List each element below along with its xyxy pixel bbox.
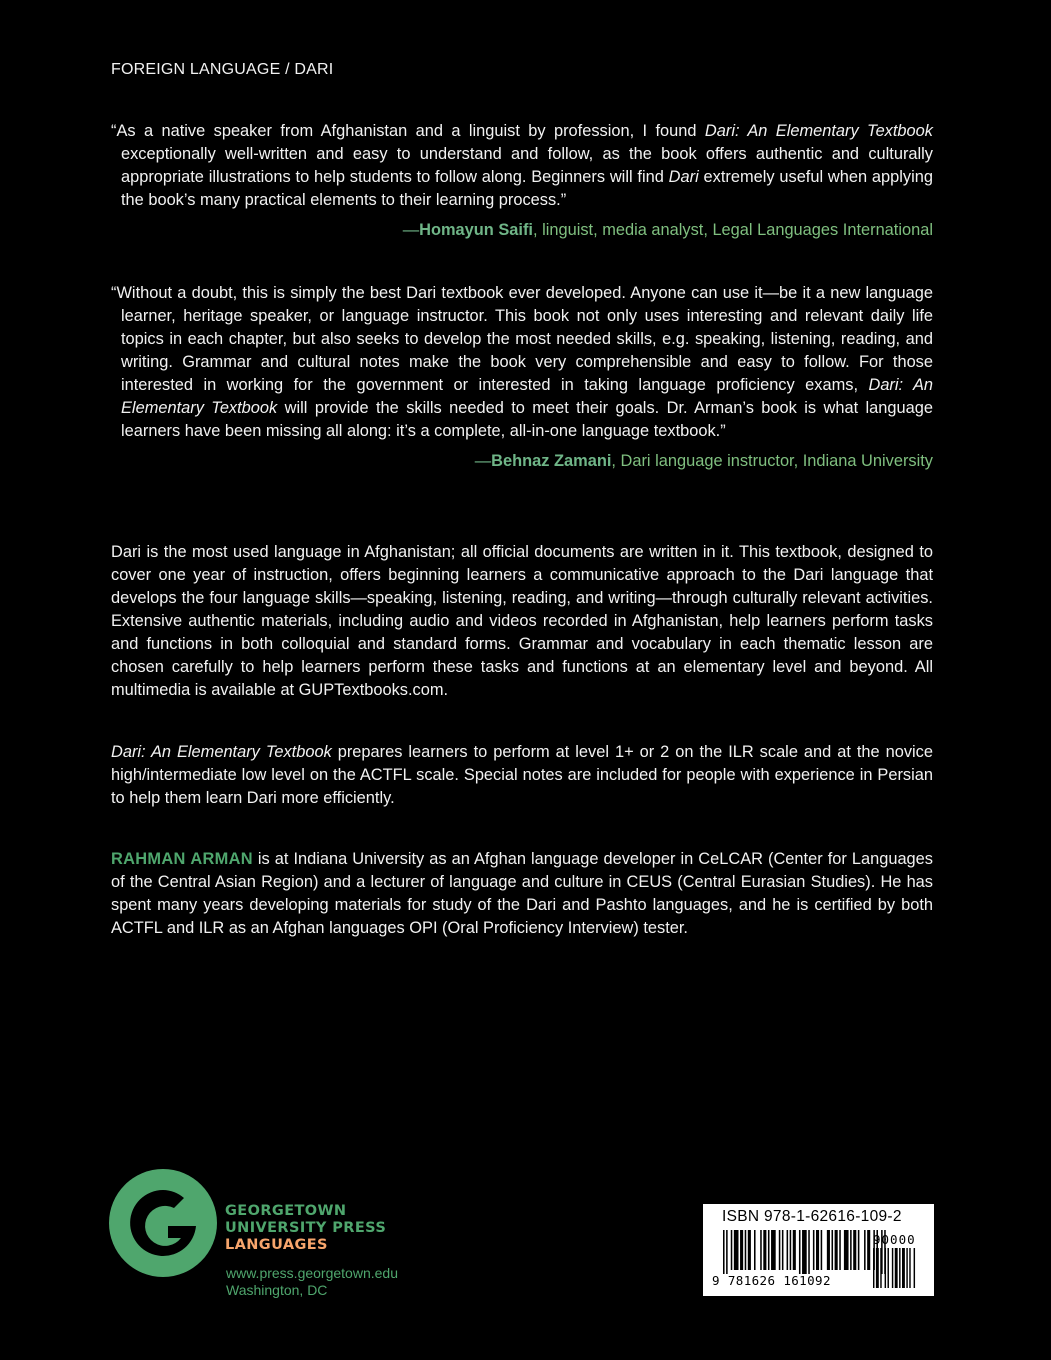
barcode-bar <box>787 1230 789 1270</box>
barcode-bar <box>768 1230 770 1270</box>
barcode-addon-bar <box>914 1248 915 1288</box>
barcode-bar <box>835 1230 838 1270</box>
barcode-bar <box>754 1230 756 1270</box>
barcode-bar <box>760 1230 762 1270</box>
barcode-addon-bar <box>880 1248 881 1288</box>
quote-2-text: “Without a doubt, this is simply the best Dari textbook ever developed. Anyone can use it—be it a new language learner, heritage speaker, or language instructor. This book not only uses interesting and relevant daily life topics in each chapter, but also seeks to develop the most needed skills, e.g. speaking, listening, reading, and writing. Grammar and cultural notes make the book very comprehensible and easy to follow. For those interested in working for the government or interested in taking language proficiency exams, Dari: An Elementary Textbook will provide the skills needed to meet their goals. Dr. Arman’s book is what language learners have been missing all along: it’s a complete, all-in-one language textbook.” <box>111 284 934 440</box>
barcode-bar <box>839 1230 841 1270</box>
endorsement-quote-2 <box>111 282 933 473</box>
barcode-addon-bar <box>892 1248 893 1288</box>
barcode-bar <box>723 1230 725 1274</box>
quote-2-author-title: , Dari language instructor, Indiana University <box>611 452 933 470</box>
barcode-addon-bar <box>909 1248 910 1288</box>
publisher-line-languages: LANGUAGES <box>225 1237 328 1253</box>
endorsement-quote-1 <box>111 120 933 242</box>
barcode-bar <box>763 1230 766 1270</box>
barcode-bar <box>782 1230 784 1270</box>
barcode-digits: 9 781626 161092 <box>712 1273 831 1288</box>
isbn-barcode-box <box>703 1204 934 1296</box>
barcode-bar <box>821 1230 823 1270</box>
barcode-bar <box>827 1230 830 1270</box>
publisher-line-university-press: UNIVERSITY PRESS <box>225 1220 387 1236</box>
barcode-bar <box>779 1230 781 1270</box>
barcode-bar <box>858 1230 860 1270</box>
barcode-bar <box>816 1230 819 1270</box>
isbn-number: ISBN 978-1-62616-109-2 <box>722 1208 902 1225</box>
barcode-bar <box>832 1230 834 1270</box>
quote-2-author-name: Behnaz Zamani <box>491 452 612 470</box>
quote-1-text: “As a native speaker from Afghanistan and a linguist by profession, I found Dari: An Elementary Textbook exceptionally well-written and easy to understand and follow, as the book offers authentic and culturally appropriate illustrations to help students to follow along. Beginners will find Dari extremely useful when applying the book’s many practical elements to their learning process.” <box>111 122 933 209</box>
barcode-bar <box>726 1230 728 1274</box>
barcode-bar <box>745 1230 747 1270</box>
quote-1-attribution: —Homayun Saifi, linguist, media analyst, Legal Languages International <box>402 221 933 239</box>
description-paragraph-2: Dari: An Elementary Textbook prepares learners to perform at level 1+ or 2 on the ILR scale and at the novice high/intermediate low level on the ACTFL scale. Special notes are included for people with experience in Persian to help them learn Dari more efficiently. <box>111 743 933 807</box>
barcode-bar <box>734 1230 739 1270</box>
barcode-bar <box>867 1230 870 1270</box>
barcode-addon-bar <box>888 1248 889 1288</box>
barcode-addon-bar <box>873 1248 874 1288</box>
barcode-bar <box>864 1230 866 1270</box>
barcode-bar <box>853 1230 856 1270</box>
barcode-bar <box>808 1230 810 1274</box>
barcode-bar <box>748 1230 751 1270</box>
barcode-bar <box>740 1230 743 1270</box>
barcode-bar <box>850 1230 852 1270</box>
publisher-line-georgetown: GEORGETOWN <box>225 1203 347 1219</box>
quote-2-attribution: —Behnaz Zamani, Dari language instructor, Indiana University <box>474 452 933 470</box>
quote-1-author-title: , linguist, media analyst, Legal Languages International <box>532 221 933 239</box>
quote-1-author-name: Homayun Saifi <box>419 221 533 239</box>
barcode-bar <box>813 1230 815 1270</box>
barcode-addon-bar <box>906 1248 907 1288</box>
publisher-location: Washington, DC <box>226 1282 328 1298</box>
barcode-addon-bar <box>895 1248 898 1288</box>
publisher-contact <box>226 1265 398 1299</box>
barcode-addon-bar <box>876 1248 879 1288</box>
barcode-bar <box>844 1230 849 1270</box>
barcode-addon-bar <box>885 1248 886 1288</box>
barcode-bar <box>790 1230 792 1270</box>
barcode-addon-bar <box>899 1248 900 1288</box>
georgetown-g-logo-icon <box>108 1168 218 1278</box>
barcode-bar <box>802 1230 807 1274</box>
barcode-bar <box>731 1230 733 1270</box>
category-label: FOREIGN LANGUAGE / DARI <box>111 61 334 78</box>
barcode-bar <box>771 1230 776 1270</box>
barcode-bar <box>799 1230 801 1274</box>
publisher-name <box>225 1203 386 1254</box>
description-paragraph-1: Dari is the most used language in Afghanistan; all official documents are written in it. This textbook, designed to cover one year of instruction, offers beginning learners a communicative approach to the Dari language that develops the four language skills—speaking, listening, reading, and writing—through culturally relevant activities. Extensive authentic materials, including audio and videos recorded in Afghanistan, help learners perform tasks and functions in both colloquial and standard forms. Grammar and vocabulary in each thematic lesson are chosen carefully to help learners perform these tasks and functions at an elementary level and beyond. All multimedia is available at GUPTextbooks.com. <box>111 543 933 699</box>
barcode-bar <box>793 1230 796 1270</box>
publisher-website: www.press.georgetown.edu <box>226 1265 398 1281</box>
author-bio: RAHMAN ARMAN is at Indiana University as an Afghan language developer in CeLCAR (Center for Languages of the Central Asian Region) and a lecturer of language and culture in CEUS (Central Eurasian Studies). He has spent many years developing materials for study of the Dari and Pashto languages, and he is certified by both ACTFL and ILR as an Afghan languages OPI (Oral Proficiency Interview) tester. <box>111 850 933 937</box>
barcode-addon-bar <box>902 1248 905 1288</box>
barcode-price-code: 90000 <box>873 1232 916 1247</box>
author-name: RAHMAN ARMAN <box>111 850 253 868</box>
